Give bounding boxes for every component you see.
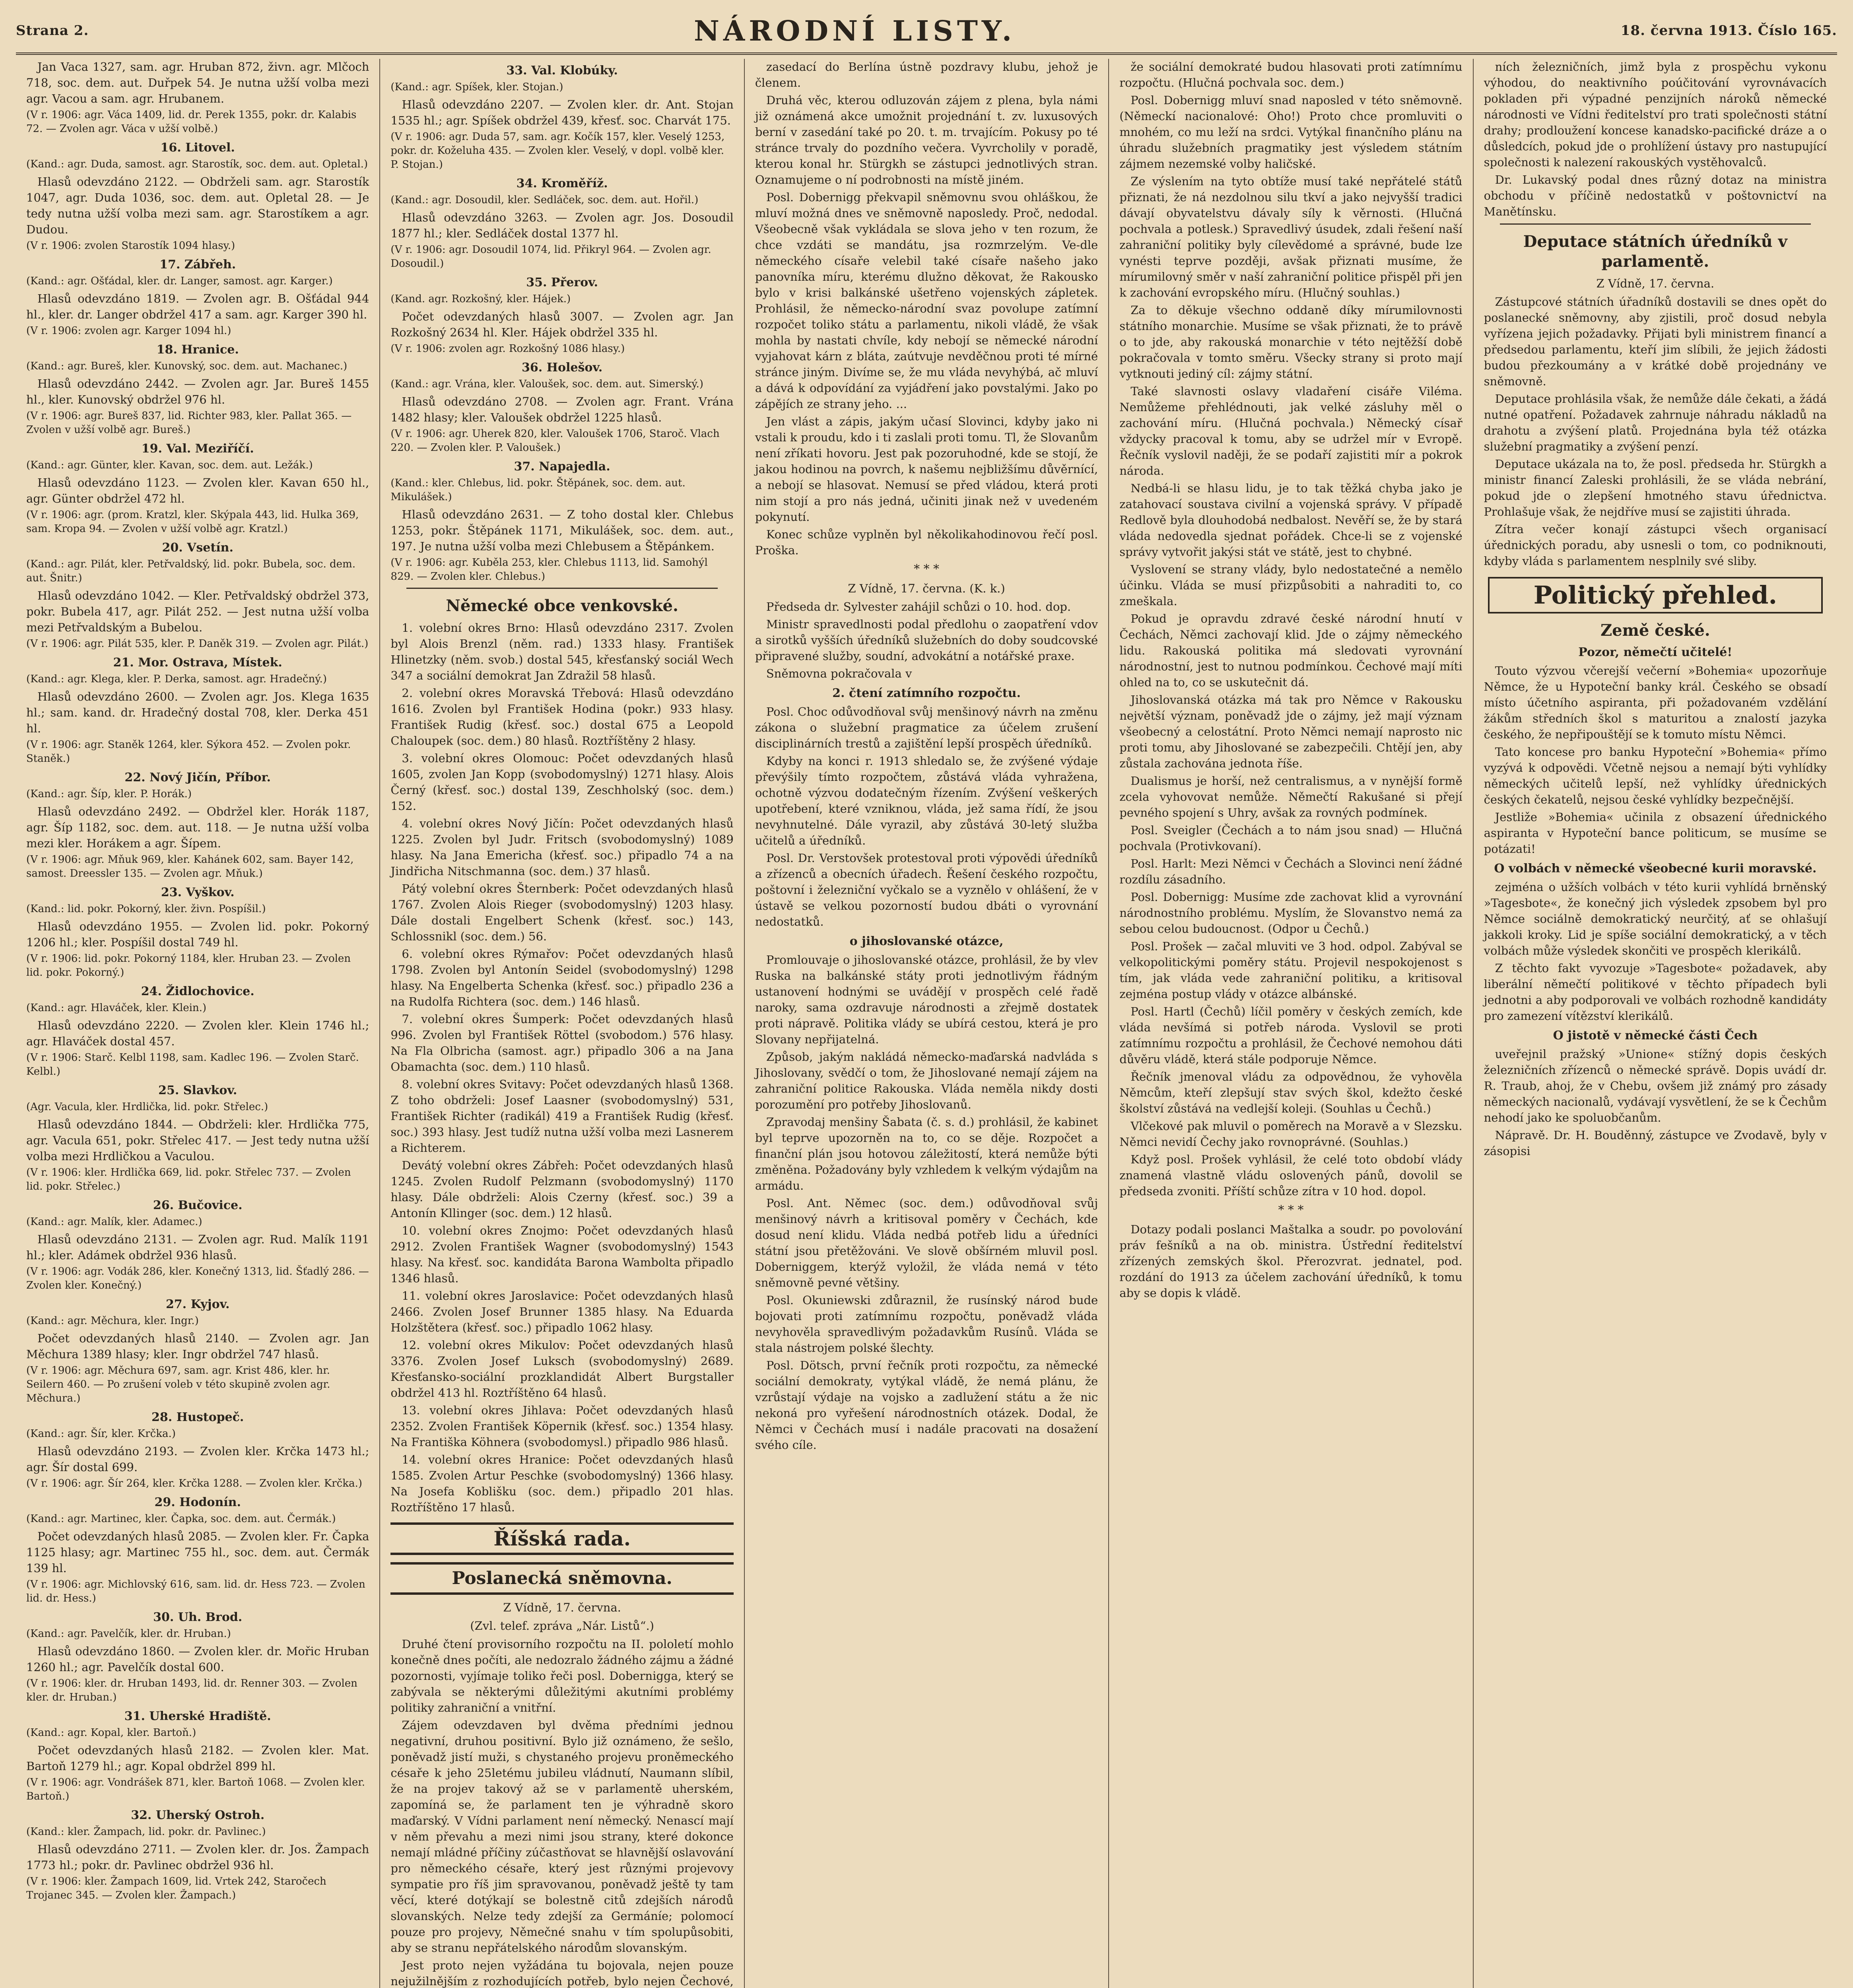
district-heading: 34. Kroměříž. bbox=[516, 177, 608, 190]
note: (V r. 1906: agr. Kuběla 253, kler. Chlebus 1113, lid. Samohýl 829. — Zvolen kler. Chlebus.) bbox=[390, 557, 708, 582]
note: (Kand.: kler. Žampach, lid. pokr. dr. Pavlinec.) bbox=[26, 1826, 266, 1838]
article-paragraph: Hlasů odevzdáno 1860. — Zvolen kler. dr. Mořic Hruban 1260 hl.; agr. Pavelčík dostal 600. bbox=[26, 1644, 369, 1674]
article-paragraph: Posl. Sveigler (Čechách a to nám jsou snad) — Hlučná pochvala (Protivkovaní). bbox=[1119, 823, 1463, 853]
district-heading: 33. Val. Klobúky. bbox=[506, 64, 618, 78]
article-paragraph: Dualismus je horší, než centralismus, a v nynější formě zcela vyhovovat nemůže. Němečtí Rakušané si přejí pevného spojení s Uhry, avšak za rovných podmínek. bbox=[1119, 774, 1463, 819]
article-paragraph: Dr. Lukavský podal dnes různý dotaz na ministra obchodu v příčině nedostatků v poštovnictví na Manětínsku. bbox=[1484, 173, 1827, 218]
district-heading: 25. Slavkov. bbox=[158, 1083, 237, 1097]
note: (Kand.: agr. Günter, kler. Kavan, soc. dem. aut. Ležák.) bbox=[26, 459, 313, 471]
article-paragraph: Posl. Prošek — začal mluviti ve 3 hod. odpol. Zabýval se velkopolitickými poměry státu. Projevil nespokojenost s tím, jak vláda vede zahraniční politiku, a kritisoval zejména postup vlády v otázce albánské. bbox=[1119, 940, 1463, 1001]
article-paragraph: Posl. Choc odůvodňoval svůj menšinový návrh na změnu zákona o služební pragmatice za účelem zrušení disciplinárních trestů a zajištění lepší prospěch úředníků. bbox=[755, 705, 1098, 750]
dateline: Z Vídně, 17. června. bbox=[503, 1601, 621, 1614]
article-paragraph: Hlasů odevzdáno 2492. — Obdržel kler. Horák 1187, agr. Šíp 1182, soc. dem. aut. 118. — Je nutna užší volba mezi kler. Horákem a agr. Šípem. bbox=[26, 805, 369, 850]
article-paragraph: Jen vlást a zápis, jakým učasí Slovinci, kdyby jako ni vstali k proudu, kdo i ti zaslali proti tomu. Tl, že Slovanům není zříkati hovoru. Jest pak pozoruhodné, kde se stojí, že jakou hodinou na povrch, k našemu nejbližšímu důvěrnící, a nebojí se hlasovat. Nemusí se před vládou, která proti nim stojí a pro nás jedná, učiniti jinak než v uvedeném pokynutí. bbox=[755, 415, 1098, 524]
note: (V r. 1906: agr. Bureš 837, lid. Richter 983, kler. Pallat 365. — Zvolen v užší volbě agr. Bureš.) bbox=[26, 410, 352, 436]
article-paragraph: 12. volební okres Mikulov: Počet odevzdaných hlasů 3376. Zvolen Josef Luksch (svobodomyslný) 2689. Křesťansko-sociální prozklandidát Albert Burgstaller obdržel 413 hl. Roztříštěno 64 hlasů. bbox=[390, 1338, 734, 1400]
note: (Kand.: agr. Klega, kler. P. Derka, samost. agr. Hradečný.) bbox=[26, 673, 327, 685]
article-paragraph: Hlasů odevzdáno 1955. — Zvolen lid. pokr. Pokorný 1206 hl.; kler. Pospíšil dostal 749 hl. bbox=[26, 920, 369, 949]
article-paragraph: Hlasů odevzdáno 1123. — Zvolen kler. Kavan 650 hl., agr. Günter obdržel 472 hl. bbox=[26, 476, 369, 505]
article-paragraph: zasedací do Berlína ústně pozdravy klubu, jehož je členem. bbox=[755, 60, 1098, 89]
district-heading: 20. Vsetín. bbox=[162, 541, 233, 555]
article-paragraph: Vyslovení se strany vlády, bylo nedostatečné a nemělo účinku. Vláda se musí přizpůsobiti a nahraditi to, co zmeškala. bbox=[1119, 563, 1463, 608]
article-paragraph: Posl. Okuniewski zdůraznil, že rusínský národ bude bojovati proti zatímnímu rozpočtu, poněvadž vláda nevyhověla spravedlivým požadavkům Rusínů. Vláda se stala nástrojem polské šlechty. bbox=[755, 1293, 1098, 1355]
newspaper-title: NÁRODNÍ LISTY. bbox=[693, 14, 1016, 47]
article-paragraph: Posl. Hartl (Čechů) líčil poměry v českých zemích, kde vláda nevšímá si potřeb národa. Vyslovil se proti zatímnímu rozpočtu a prohlásil, že Čechové nemohou dáti důvěru vládě, která stále podporuje Němce. bbox=[1119, 1005, 1463, 1066]
article-paragraph: Jest proto nejen vyžádána tu bojovala, nejen pouze nejužilnějším z rozhodujících potřeb, bylo nejen Čechové, bbox=[390, 1959, 734, 1988]
article-paragraph: Hlasů odevzdáno 2131. — Zvolen agr. Rud. Malík 1191 hl.; kler. Adámek obdržel 936 hlasů. bbox=[26, 1233, 369, 1262]
district-heading: 36. Holešov. bbox=[521, 361, 603, 375]
article-paragraph: Hlasů odevzdáno 1042. — Kler. Petřvaldský obdržel 373, pokr. Bubela 417, agr. Pilát 252. — Jest nutna užší volba mezi Petřvaldským a Bubelou. bbox=[26, 589, 369, 634]
article-paragraph: Posl. Dötsch, první řečník proti rozpočtu, za německé sociální demokraty, vytýkal vládě, že nemá plánu, že vzrůstají výdaje na vojsko a zadlužení státu a že nic nekoná pro vyřešení národnostních otázek. Dodal, že Němci v Čechách musí i nadále pracovati na dosažení svého cíle. bbox=[755, 1359, 1098, 1452]
article-paragraph: Tato koncese pro banku Hypoteční »Bohemia« přímo vyzývá k odpovědi. Včetně nejsou a nemají býti vyhlídky německých učitelů lepší, než vyhlídky úřednických českých čekatelů, nejsou české vyhlídky bezpečnější. bbox=[1484, 745, 1827, 806]
column-5 bbox=[1473, 59, 1837, 1988]
district-heading: 30. Uh. Brod. bbox=[153, 1610, 243, 1624]
divider bbox=[406, 588, 717, 589]
article-paragraph: 2. volební okres Moravská Třebová: Hlasů odevzdáno 1616. Zvolen byl František Hodina (pokr.) 933 hlasy. František Rudig (křesť. soc.) dostal 675 a Leopold Chaloupek (soc. dem.) 80 hlasů. Roztříštěny 2 hlasy. bbox=[390, 686, 734, 747]
article-paragraph: Posl. Harlt: Mezi Němci v Čechách a Slovinci není žádné rozdílu zásadního. bbox=[1119, 857, 1463, 886]
separator: * * * bbox=[913, 562, 940, 576]
note: (Kand.: agr. Hlaváček, kler. Klein.) bbox=[26, 1002, 207, 1014]
article-paragraph: Hlasů odevzdáno 2711. — Zvolen kler. dr. Jos. Žampach 1773 hl.; pokr. dr. Pavlinec obdržel 936 hl. bbox=[26, 1842, 369, 1872]
separator: * * * bbox=[1278, 1203, 1304, 1217]
article-paragraph: Hlasů odevzdáno 2207. — Zvolen kler. dr. Ant. Stojan 1535 hl.; agr. Spíšek obdržel 439, křesť. soc. Charvát 175. bbox=[390, 98, 734, 127]
article-paragraph: Posl. Dobernigg překvapil sněmovnu svou ohláškou, že mluví možná dnes ve sněmovně naposledy. Proč, nedodal. Všeobecně však vykládala se slova jeho v ten rozum, že chce vzdáti se mandátu, jsa rozmrzelým. Ve-dle německého císaře velebil také císaře našeho jako panovníka míru, kterému dlužno děkovat, že Rakousko bylo v krisi balkánské ušetřeno vojenských zápletek. Prohlásil, že německo-národní svaz povolupe zatímní rozpočet toliko státu a parlamentu, nikoli vládě, že však mohla by nastati chvíle, kdy nebojí se německé národní vyjahovat kárn z bláta, zaútvuje nevděčnou proti té mírné stránce jiným. Divíme se, že mu vláda nevyhýbá, ač mluví a dává k odpovídání za vyjádření jako povstalými. Jako po zápějích ze strany jeho. ... bbox=[755, 190, 1098, 411]
district-heading: 17. Zábřeh. bbox=[159, 258, 236, 272]
section-heading-chamber: Poslanecká sněmovna. bbox=[390, 1562, 733, 1595]
article-paragraph: Hlasů odevzdáno 3263. — Zvolen agr. Jos. Dosoudil 1877 hl.; kler. Sedláček dostal 1377 hl. bbox=[390, 211, 734, 240]
note: (V r. 1906: zvolen agr. Rozkošný 1086 hlasy.) bbox=[390, 343, 625, 355]
masthead bbox=[16, 9, 1837, 55]
column-3 bbox=[744, 59, 1108, 1988]
article-paragraph: Zpravodaj menšiny Šabata (č. s. d.) prohlásil, že kabinet byl teprve upozorněn na to, co se děje. Rozpočet a finanční plán jsou hotovou záležitostí, která nemůže býti změněna. Požadovány byly vzhledem k velkým výdajům na armádu. bbox=[755, 1115, 1098, 1192]
note: (V r. 1906: agr. Michlovský 616, sam. lid. dr. Hess 723. — Zvolen lid. dr. Hess.) bbox=[26, 1578, 365, 1604]
district-heading: 19. Val. Meziříčí. bbox=[141, 442, 254, 456]
subheading: 2. čtení zatímního rozpočtu. bbox=[832, 686, 1021, 700]
district-heading: 31. Uherské Hradiště. bbox=[124, 1709, 271, 1723]
note: (Kand.: agr. Spíšek, kler. Stojan.) bbox=[390, 81, 563, 93]
section-heading-reichsrat: Říšská rada. bbox=[390, 1522, 733, 1555]
note: (V r. 1906: agr. Váca 1409, lid. dr. Perek 1355, pokr. dr. Kalabis 72. — Zvolen agr. Váca v užší volbě.) bbox=[26, 109, 357, 135]
article-paragraph: 6. volební okres Rýmařov: Počet odevzdaných hlasů 1798. Zvolen byl Antonín Seidel (svobodomyslný) 1298 hlasy. Na Engelberta Schenka (křesť. soc.) připadlo 236 a na Rudolfa Richtera (soc. dem.) 146 hlasů. bbox=[390, 947, 734, 1008]
article-paragraph: Pokud je opravdu zdravé české národní hnutí v Čechách, Němci zachovají klid. Jde o zájmy německého lidu. Rakouská politika má sledovati vyrovnání národnostní, jest to nutnou podmínkou. Čechové mají míti ohled na to, co se uskutečnit dá. bbox=[1119, 612, 1463, 689]
article-paragraph: Druhá věc, kterou odluzován zájem z plena, byla námi již oznámená akce umožnit projednání t. zv. luxusových berní v zasedání také po 20. t. m. trvajícím. Pokusy po té stránce trvaly do pozdního večera. Vyvrcholily v poradě, kterou konal hr. Stürgkh se zástupci jednotlivých stran. Oznamujeme o ní podrobnosti na místě jiném. bbox=[755, 93, 1098, 186]
article-paragraph: 8. volební okres Svitavy: Počet odevzdaných hlasů 1368. Z toho obdrželi: Josef Laasner (svobodomyslný) 531, František Richter (radikál) 419 a František Rudig (křesť. soc.) 393 hlasy. Jest tudíž nutna užší volba mezi Lasnerem a Richterem. bbox=[390, 1077, 734, 1155]
article-paragraph: Hlasů odevzdáno 2220. — Zvolen kler. Klein 1746 hl.; agr. Hlaváček dostal 457. bbox=[26, 1019, 369, 1048]
article-paragraph: 14. volební okres Hranice: Počet odevzdaných hlasů 1585. Zvolen Artur Peschke (svobodomyslný) 1366 hlasy. Na Josefa Koblišku (soc. dem.) připadlo 201 hlas. Roztříštěno 17 hlasů. bbox=[390, 1453, 734, 1514]
district-heading: 29. Hodonín. bbox=[154, 1495, 241, 1509]
note: (Kand.: agr. Šíp, kler. P. Horák.) bbox=[26, 788, 192, 800]
article-paragraph: 7. volební okres Šumperk: Počet odevzdaných hlasů 996. Zvolen byl František Röttel (svobodom.) 576 hlasy. Na Fla Olbricha (samost. agr.) připadlo 306 a na Jana Obamachta (soc. dem.) 110 hlasů. bbox=[390, 1012, 734, 1074]
article-paragraph: Touto výzvou včerejší večerní »Bohemia« upozorňuje Němce, že u Hypoteční banky král. Českého se obsadí místo účetního aspiranta, při požadovaném vzdělání žákům středních škol s maturitou a znalostí jazyka českého, že nepřipouštějí se k tomuto místu Němci. bbox=[1484, 664, 1827, 741]
district-heading: 16. Litovel. bbox=[160, 141, 235, 155]
article-paragraph: 3. volební okres Olomouc: Počet odevzdaných hlasů 1605, zvolen Jan Kopp (svobodomyslný) 1271 hlasy. Alois Černý (křesť. soc.) dostal 139, Zeschholský (soc. dem.) 152. bbox=[390, 751, 734, 813]
article-paragraph: Řečník jmenoval vládu za odpovědnou, že vyhověla Němcům, kteří zlepšují stav svých škol, kdežto české školství zůstává na vedlejší koleji. (Souhlas u Čechů.) bbox=[1119, 1070, 1463, 1115]
article-paragraph: Posl. Dr. Verstovšek protestoval proti výpovědi úředníků a zřízenců a obecních úřadech. Řešení českého rozpočtu, poštovní i železniční vyčkalo se a vyznělo v ohlášení, že v ústavě se velkou pozorností budou dbáti o vyrovnání nedostatků. bbox=[755, 851, 1098, 928]
article-paragraph: Hlasů odevzdáno 2600. — Zvolen agr. Jos. Klega 1635 hl.; sam. kand. dr. Hradečný dostal 708, kler. Derka 451 hl. bbox=[26, 690, 369, 735]
article-paragraph: že sociální demokraté budou hlasovati proti zatímnímu rozpočtu. (Hlučná pochvala soc. dem.) bbox=[1119, 60, 1463, 89]
note: (V r. 1906: zvolen Starostík 1094 hlasy.) bbox=[26, 240, 235, 252]
article-paragraph: Devátý volební okres Zábřeh: Počet odevzdaných hlasů 1245. Zvolen Rudolf Pelzmann (svobodomyslný) 1170 hlasy. Dále obdrželi: Alois Czerny (křesť. soc.) 39 a Antonín Kllinger (soc. dem.) 12 hlasů. bbox=[390, 1159, 734, 1220]
page-number: Strana 2. bbox=[16, 23, 89, 39]
note: (Kand.: agr. Ošťádal, kler. dr. Langer, samost. agr. Karger.) bbox=[26, 275, 333, 287]
article-paragraph: Hlasů odevzdáno 2442. — Zvolen agr. Jar. Bureš 1455 hl., kler. Kunovský obdržel 976 hl. bbox=[26, 377, 369, 406]
issue-date: 18. června 1913. Číslo 165. bbox=[1620, 23, 1837, 39]
article-paragraph: Jihoslovanská otázka má tak pro Němce v Rakousku největší význam, poněvadž jde o zájmy, jež mají význam všeobecný a celostátní. Proto Němci nemají naprosto nic proti tomu, aby Jihoslované se zabezpečili. Chtějí jen, aby zůstala zachována jednota říše. bbox=[1119, 693, 1463, 770]
subheading: O volbách v německé všeobecné kurii moravské. bbox=[1494, 862, 1817, 876]
note: (Kand.: agr. Bureš, kler. Kunovský, soc. dem. aut. Machanec.) bbox=[26, 360, 348, 372]
article-paragraph: Hlasů odevzdáno 2708. — Zvolen agr. Frant. Vrána 1482 hlasy; kler. Valoušek obdržel 1225 hlasů. bbox=[390, 395, 734, 424]
article-paragraph: Hlasů odevzdáno 2631. — Z toho dostal kler. Chlebus 1253, pokr. Štěpánek 1171, Mikulášek, soc. dem. aut., 197. Je nutna užší volba mezi Chlebusem a Štěpánkem. bbox=[390, 508, 734, 553]
article-paragraph: Promlouvaje o jihoslovanské otázce, prohlásil, že by vlev Ruska na balkánské státy proti jednotlivým řádným ustanovení hodnými se uvádějí v prospěch celé řadě naroky, sama ozdravuje národnosti a zřejmě dostatek proti nápravě. Politika vlády se ubírá cestou, která je pro Slovany nepřijatelná. bbox=[755, 953, 1098, 1046]
note: (V r. 1906: agr. Vodák 286, kler. Konečný 1313, lid. Šťadlý 286. — Zvolen kler. Konečný.) bbox=[26, 1266, 369, 1291]
article-paragraph: Zítra večer konají zástupci všech organisací úřednických poradu, aby usnesli o tom, co podniknouti, kdyby vláda s parlamentem nesplnily své sliby. bbox=[1484, 522, 1827, 568]
article-paragraph: Hlasů odevzdáno 2122. — Obdrželi sam. agr. Starostík 1047, agr. Duda 1036, soc. dem. aut. Opletal 28. — Je tedy nutna užší volba mezi sam. agr. Starostíkem a agr. Dudou. bbox=[26, 175, 369, 236]
article-paragraph: Konec schůze vyplněn byl několikahodinovou řečí posl. Proška. bbox=[755, 528, 1098, 557]
note: (V r. 1906: lid. pokr. Pokorný 1184, kler. Hruban 23. — Zvolen lid. pokr. Pokorný.) bbox=[26, 953, 351, 978]
note: (V r. 1906: agr. (prom. Kratzl, kler. Skýpala 443, lid. Hulka 369, sam. Kropa 94. — Zvolen v užší volbě agr. Kratzl.) bbox=[26, 509, 359, 535]
article-paragraph: Sněmovna pokračovala v bbox=[766, 667, 912, 680]
note: (V r. 1906: Starč. Kelbl 1198, sam. Kadlec 196. — Zvolen Starč. Kelbl.) bbox=[26, 1052, 359, 1077]
article-paragraph: ních železničních, jimž byla z prospěchu vykonu výhodou, do neaktivního poúčitování vyrovnávacích pokladen při výpadné penzijních nároků německé národnosti ve Vídni ředitelství pro trati společnosti státní drahy; prodloužení koncese kanadsko-pacifické dráze a o důsledcích, pokud jde o prohlížení ústavy pro nastupující společnosti k nalezení rakouských vystěhovalců. bbox=[1484, 60, 1827, 169]
note: (V r. 1906: agr. Staněk 1264, kler. Sýkora 452. — Zvolen pokr. Staněk.) bbox=[26, 739, 351, 765]
district-heading: 21. Mor. Ostrava, Místek. bbox=[113, 656, 282, 670]
article-paragraph: 10. volební okres Znojmo: Počet odevzdaných hlasů 2912. Zvolen František Wagner (svobodomyslný) 1543 hlasy. Na křesť. soc. kandidáta Barona Wambolta připadlo 1346 hlasů. bbox=[390, 1224, 734, 1285]
section-heading-political-review: Politický přehled. bbox=[1488, 577, 1823, 613]
article-paragraph: Ze výslením na tyto obtíže musí také nepřátelé států přiznati, že ná nezdolnou silu tkví a jako nejvyšší tradici dávají obyvatelstvu dávaly síly k věrnosti. (Hlučná pochvala a potlesk.) Spravedlivý úsudek, zdali řešení naší zahraniční politiky byly cílevědomé a správné, bude lze vynésti teprve později, avšak přiznati musíme, že mírumilovný směr v naší zahraniční politice přispěl při jen k zachování evropského míru. (Hlučný souhlas.) bbox=[1119, 175, 1463, 299]
note: (Agr. Vacula, kler. Hrdlička, lid. pokr. Střelec.) bbox=[26, 1101, 268, 1113]
note: (V r. 1906: agr. Duda 57, sam. agr. Kočík 157, kler. Veselý 1253, pokr. dr. Koželuha 435. — Zvolen kler. Veselý, v dopl. volbě kler. P. Stojan.) bbox=[390, 131, 725, 171]
district-heading: 24. Židlochovice. bbox=[141, 984, 254, 998]
dateline: Z Vídně, 17. června. (K. k.) bbox=[848, 582, 1005, 595]
article-paragraph: Počet odevzdaných hlasů 2085. — Zvolen kler. Fr. Čapka 1125 hlasy; agr. Martinec 755 hl., soc. dem. aut. Čermák 139 hl. bbox=[26, 1530, 369, 1575]
note: (V r. 1906: kler. Hrdlička 669, lid. pokr. Střelec 737. — Zvolen lid. pokr. Střelec.) bbox=[26, 1167, 351, 1192]
subheading: o jihoslovanské otázce, bbox=[849, 934, 1004, 948]
article-paragraph: Posl. Dobernigg mluví snad naposled v této sněmovně. (Německí nacionalové: Oho!) Proto chce promluviti o mnohém, co mu leží na srdci. Vytýkal finančního plánu na úhradu služebních pragmatiky jest výsledem státním zájmem nezemské volby haličské. bbox=[1119, 93, 1463, 171]
columns bbox=[16, 59, 1837, 1988]
article-paragraph: 13. volební okres Jihlava: Počet odevzdaných hlasů 2352. Zvolen František Köpernik (křesť. soc.) 1354 hlasy. Na Františka Köhnera (svobodomysl.) připadlo 986 hlasů. bbox=[390, 1404, 734, 1449]
source-note: (Zvl. telef. zpráva „Nár. Listů“.) bbox=[470, 1619, 654, 1633]
note: (Kand.: agr. Pilát, kler. Petřvaldský, lid. pokr. Bubela, soc. dem. aut. Šnitr.) bbox=[26, 558, 355, 584]
divider bbox=[1500, 223, 1811, 225]
note: (V r. 1906: agr. Mňuk 969, kler. Kahánek 602, sam. Bayer 142, samost. Dreessler 135. — Zvolen agr. Mňuk.) bbox=[26, 854, 354, 879]
article-paragraph: Pátý volební okres Šternberk: Počet odevzdaných hlasů 1767. Zvolen Alois Rieger (svobodomyslný) 1203 hlasy. Dále dostali Engelbert Schenk (křesť. soc.) 143, Schlossnikl (soc. dem.) 56. bbox=[390, 882, 734, 943]
note: (V r. 1906: agr. Šír 264, kler. Krčka 1288. — Zvolen kler. Krčka.) bbox=[26, 1477, 362, 1489]
note: (V r. 1906: kler. dr. Hruban 1493, lid. dr. Renner 303. — Zvolen kler. dr. Hruban.) bbox=[26, 1677, 357, 1703]
column-1 bbox=[16, 59, 379, 1988]
note: (Kand. agr. Rozkošný, kler. Hájek.) bbox=[390, 293, 571, 305]
subheading: O jistotě v německé části Čech bbox=[1553, 1029, 1758, 1043]
article-paragraph: Způsob, jakým nakládá německo-maďarská nadvláda s Jihoslovany, svědčí o tom, že Jihoslované nemají zájem na zahraniční politice Rakouska. Vláda neměla nikdy dosti porozumění pro potřeby Jihoslovanů. bbox=[755, 1050, 1098, 1111]
district-heading: 28. Hustopeč. bbox=[152, 1410, 244, 1424]
note: (V r. 1906: agr. Vondrášek 871, kler. Bartoň 1068. — Zvolen kler. Bartoň.) bbox=[26, 1776, 365, 1802]
article-paragraph: 4. volební okres Nový Jičín: Počet odevzdaných hlasů 1225. Zvolen byl Judr. Fritsch (svobodomyslný) 1089 hlasy. Na Jana Emericha (křesť. soc.) připadlo 74 a na Jindřicha Nitschmanna (soc. dem.) 37 hlasů. bbox=[390, 817, 734, 878]
article-paragraph: Kdyby na konci r. 1913 shledalo se, že zvýšené výdaje převýšily tímto rozpočtem, zůstává vláda vyhražena, ochotně výzvou dodatečným řízením. Zvýšení veškerých upotřebení, které vzniknou, vláda, jež sama řídí, že jsou nevyhnutelné. Dále vyrazil, aby zůstává 30-letý služba učitelů a úředníků. bbox=[755, 754, 1098, 847]
note: (Kand.: agr. Malík, kler. Adamec.) bbox=[26, 1216, 202, 1228]
article-paragraph: Nápravě. Dr. H. Bouděnný, zástupce ve Zvodavě, byly v zásopisi bbox=[1484, 1128, 1827, 1158]
note: (Kand.: agr. Měchura, kler. Ingr.) bbox=[26, 1315, 199, 1327]
column-4 bbox=[1108, 59, 1472, 1988]
note: (Kand.: agr. Šír, kler. Krčka.) bbox=[26, 1428, 176, 1440]
column-2 bbox=[379, 59, 744, 1988]
article-paragraph: Hlasů odevzdáno 1844. — Obdrželi: kler. Hrdlička 775, agr. Vacula 651, pokr. Střelec 417. — Jest tedy nutna užší volba mezi Hrdličkou a Vaculou. bbox=[26, 1118, 369, 1163]
district-heading: 32. Uherský Ostroh. bbox=[131, 1808, 265, 1822]
section-heading-deputation: Deputace státních úředníků v parlamentě. bbox=[1523, 232, 1787, 271]
note: (V r. 1906: zvolen agr. Karger 1094 hl.) bbox=[26, 325, 231, 337]
note: (V r. 1906: agr. Dosoudil 1074, lid. Přikryl 964. — Zvolen agr. Dosoudil.) bbox=[390, 244, 711, 270]
note: (Kand.: agr. Pavelčík, kler. dr. Hruban.) bbox=[26, 1628, 231, 1640]
article-paragraph: Ministr spravedlnosti podal předlohu o zaopatření vdov a sirotků vyšších úředníků služebních do doby soudcovské připravené služby, soudní, advokátní a notářské praxe. bbox=[755, 617, 1098, 663]
note: (Kand.: agr. Dosoudil, kler. Sedláček, soc. dem. aut. Hořil.) bbox=[390, 194, 699, 206]
article-paragraph: Z těchto fakt vyvozuje »Tagesbote« požadavek, aby liberální němečtí politikové v těchto případech byli jednotni a aby podporovali ve volbách rozhodně kandidáty pro zamezení vítězství klerikálů. bbox=[1484, 961, 1827, 1023]
note: (V r. 1906: agr. Měchura 697, sam. agr. Krist 486, kler. hr. Seilern 460. — Po zrušení voleb v této skupině zvolen agr. Měchura.) bbox=[26, 1365, 330, 1404]
article-paragraph: Deputace ukázala na to, že posl. předseda hr. Stürgkh a ministr financí Zaleski prohlásili, že se vláda nebrání, pokud jde o zlepšení hmotného stavu úřednictva. Prohlašuje však, že nejdříve musí se zajistiti úhrada. bbox=[1484, 457, 1827, 518]
note: (Kand.: agr. Martinec, kler. Čapka, soc. dem. aut. Čermák.) bbox=[26, 1513, 336, 1525]
dateline: Z Vídně, 17. června. bbox=[1596, 277, 1715, 290]
district-heading: 37. Napajedla. bbox=[514, 460, 610, 474]
article-paragraph: Dotazy podali poslanci Maštalka a soudr. po povolování práv fešníků a na ob. ministra. Ústřední ředitelství zřízených zemských škol. Přerozvrat. jednatel, pod. rozdání do 1913 za účelem zachování úředníků, k tomu aby se dopis k vládě. bbox=[1119, 1223, 1463, 1300]
subsection-heading-czech-lands: Země české. bbox=[1600, 621, 1710, 640]
article-paragraph: uveřejnil pražský »Unione« stížný dopis českých železničních zřízenců o německé správě. Dopis uvádí dr. R. Traub, ahoj, že v Chebu, ovšem již známý pro zásady německých nacionalů, vydávají vysvětlení, že se k Čechům nehodí jako ke spoluobčanům. bbox=[1484, 1047, 1827, 1124]
article-paragraph: Zástupcové státních úřadníků dostavili se dnes opět do poslanecké sněmovny, aby zjistili, proč dosud nebyla vyřízena jejich požadavky. Přijati byli ministrem financí a předsedou parlamentu, kteří jim slíbili, že jejich žádosti budou přezkoumány a v krátké době projednány ve sněmovně. bbox=[1484, 295, 1827, 388]
article-paragraph: 11. volební okres Jaroslavice: Počet odevzdaných hlasů 2466. Zvolen Josef Brunner 1385 hlasy. Na Eduarda Holzštětera (křesť. soc.) připadlo 1062 hlasy. bbox=[390, 1289, 734, 1334]
section-heading: Německé obce venkovské. bbox=[446, 596, 678, 615]
district-heading: 22. Nový Jičín, Příbor. bbox=[124, 771, 271, 784]
note: (Kand.: kler. Chlebus, lid. pokr. Štěpánek, soc. dem. aut. Mikulášek.) bbox=[390, 477, 686, 503]
note: (Kand.: lid. pokr. Pokorný, kler. živn. Pospíšil.) bbox=[26, 903, 266, 915]
district-heading: 23. Vyškov. bbox=[161, 885, 235, 899]
article-paragraph: Jan Vaca 1327, sam. agr. Hruban 872, živn. agr. Mlčoch 718, soc. dem. aut. Duřpek 54. Je nutna užší volba mezi agr. Vacou a sam. agr. Hrubanem. bbox=[26, 60, 369, 105]
article-paragraph: Za to děkuje všechno oddaně díky mírumilovnosti státního monarchie. Musíme se však přiznati, že to právě o to jde, aby rakouská monarchie v této nejtěžší době pokračovala v tomto směru. Všecky strany si proto mají vytknouti jediný cíl: zájmy státní. bbox=[1119, 303, 1463, 381]
note: (Kand.: agr. Vrána, kler. Valoušek, soc. dem. aut. Simerský.) bbox=[390, 378, 703, 390]
subheading: Pozor, němečtí učitelé! bbox=[1578, 645, 1733, 659]
article-paragraph: Jestliže »Bohemia« učinila z obsazení úřednického aspiranta v Hypoteční bance politicum, se musíme se potázati! bbox=[1484, 810, 1827, 856]
note: (Kand.: agr. Duda, samost. agr. Starostík, soc. dem. aut. Opletal.) bbox=[26, 158, 368, 170]
article-paragraph: Počet odevzdaných hlasů 3007. — Zvolen agr. Jan Rozkošný 2634 hl. Kler. Hájek obdržel 335 hl. bbox=[390, 310, 734, 339]
article-paragraph: Nedbá-li se hlasu lidu, je to tak těžká chyba jako je zatahovací soustava civilní a vojenská správy. V případě Redlově byla dlouhodobá nedbalost. Nevěří se, že by stará vláda nedovedla sjednat pořádek. Chce-li se z vojenské správy vytvořit jakýsi stát ve státě, jest to chybné. bbox=[1119, 481, 1463, 559]
article-paragraph: Zájem odevzdaven byl dvěma předními jednou negativní, druhou positivní. Bylo již oznámeno, že sešlo, poněvadž jistí muži, s chystaného projevu proněmeckého césaře k jeho 25letému jubileu vládnutí, Naumann slíbil, že na projev takový až se v parlamentě uherském, zapomíná se, že parlament ten je výhradně skoro maďarský. V Vídni parlament není německý. Nenascí mají v něm převahu a mezi nimi jsou strany, které dokonce nemají mládné příčiny zúčastňovat se hlavnější oslavování pro německého césaře, který jest různými projevovy sympatie pro říš jim spravovanou, poněvadž ještě ty tam věcí, které dotýkají se bolestně citů zdejších národů slovanských. Nelze tedy zdejší za Germáníe; polomocí pouze pro projevy, Němečné snahu v tím spolupůsobiti, aby se stranu nepřátelského národům slovanským. bbox=[390, 1718, 734, 1955]
district-heading: 26. Bučovice. bbox=[153, 1198, 243, 1212]
article-paragraph: 1. volební okres Brno: Hlasů odevzdáno 2317. Zvolen byl Alois Brenzl (něm. rad.) 1333 hlasy. František Hlinetzky (něm. svob.) dostal 545, křesťanský sociál Wech 347 a sociální demokrat Jan Zdražil 58 hlasů. bbox=[390, 621, 734, 682]
article-paragraph: Počet odevzdaných hlasů 2140. — Zvolen agr. Jan Měchura 1389 hlasy; kler. Ingr obdržel 747 hlasů. bbox=[26, 1332, 369, 1361]
note: (V r. 1906: agr. Uherek 820, kler. Valoušek 1706, Staroč. Vlach 220. — Zvolen kler. P. Valoušek.) bbox=[390, 428, 720, 454]
district-heading: 27. Kyjov. bbox=[165, 1297, 230, 1311]
article-paragraph: Druhé čtení provisorního rozpočtu na II. pololetí mohlo konečně dnes počíti, ale nedozralo žádného zájmu a žádné pozornosti, vyjímaje toliko řeči posl. Dobernigga, který se zabývala se některými důležitými akutními problémy politiky zahraniční a vnitřní. bbox=[390, 1637, 734, 1714]
district-heading: 35. Přerov. bbox=[526, 276, 598, 289]
note: (V r. 1906: agr. Pilát 535, kler. P. Daněk 319. — Zvolen agr. Pilát.) bbox=[26, 638, 369, 650]
article-paragraph: Také slavnosti oslavy vladaření cisáře Viléma. Nemůžeme přehlédnouti, jak velké zásluhy měl o zachování míru. (Hlučná pochvala.) Německý císař vždycky pracoval k tomu, aby se udržel mír v Evropě. Řečník vyslovil naději, že se podaří zajistiti mír a pokrok národa. bbox=[1119, 384, 1463, 478]
article-paragraph: Deputace prohlásila však, že nemůže dále čekati, a žádá nutné opatření. Požadavek zahrnuje náhradu nákladů na drahotu a zvýšení platů. Projednána byla též otázka služební pragmatiky a zvýšení penzí. bbox=[1484, 392, 1827, 453]
article-paragraph: Počet odevzdaných hlasů 2182. — Zvolen kler. Mat. Bartoň 1279 hl.; agr. Kopal obdržel 899 hl. bbox=[26, 1743, 369, 1773]
article-paragraph: Předseda dr. Sylvester zahájil schůzi o 10. hod. dop. bbox=[766, 600, 1071, 613]
article-paragraph: zejména o užších volbách v této kurii vyhlídá brněnský »Tagesbote«, že konečný jich výsledek zpsobem byl pro Němce sociálně demokratický neurčitý, ať se ohlašují jakkoli kroky. Lid je spíše sociální demokratický, a v těch volbách může výsledek skončiti ve prospěch klerikálů. bbox=[1484, 880, 1827, 957]
article-paragraph: Hlasů odevzdáno 1819. — Zvolen agr. B. Ošťádal 944 hl., kler. dr. Langer obdržel 417 a sam. agr. Karger 390 hl. bbox=[26, 292, 369, 321]
article-paragraph: Když posl. Prošek vyhlásil, že celé toto období vlády znamená vlastně vládu oslovených pánů, dovolil se předseda zvoniti. Příští schůze zítra v 10 hod. dopol. bbox=[1119, 1153, 1463, 1198]
note: (V r. 1906: kler. Žampach 1609, lid. Vrtek 242, Staročech Trojanec 345. — Zvolen kler. Žampach.) bbox=[26, 1875, 326, 1901]
article-paragraph: Vlčekové pak mluvil o poměrech na Moravě a v Slezsku. Němci nevidí Čechy jako rovnoprávné. (Souhlas.) bbox=[1119, 1119, 1463, 1149]
article-paragraph: Posl. Ant. Němec (soc. dem.) odůvodňoval svůj menšinový návrh a kritisoval poměry v Čechách, kde dosud není klidu. Vláda nedbá potřeb lidu a úředníci státní jsou přetěžováni. Ve slově obšírném mluvil posl. Doberniggem, kterýž vyložil, že vláda nemá v této sněmovně pevné většiny. bbox=[755, 1196, 1098, 1289]
article-paragraph: Posl. Dobernigg: Musíme zde zachovat klid a vyrovnání národnostního problému. Myslím, že Slovanstvo nemá za sebou celou budoucnost. (Odpor u Čechů.) bbox=[1119, 890, 1463, 936]
district-heading: 18. Hranice. bbox=[156, 343, 239, 357]
note: (Kand.: agr. Kopal, kler. Bartoň.) bbox=[26, 1727, 196, 1739]
article-paragraph: Hlasů odevzdáno 2193. — Zvolen kler. Krčka 1473 hl.; agr. Šír dostal 699. bbox=[26, 1444, 369, 1474]
